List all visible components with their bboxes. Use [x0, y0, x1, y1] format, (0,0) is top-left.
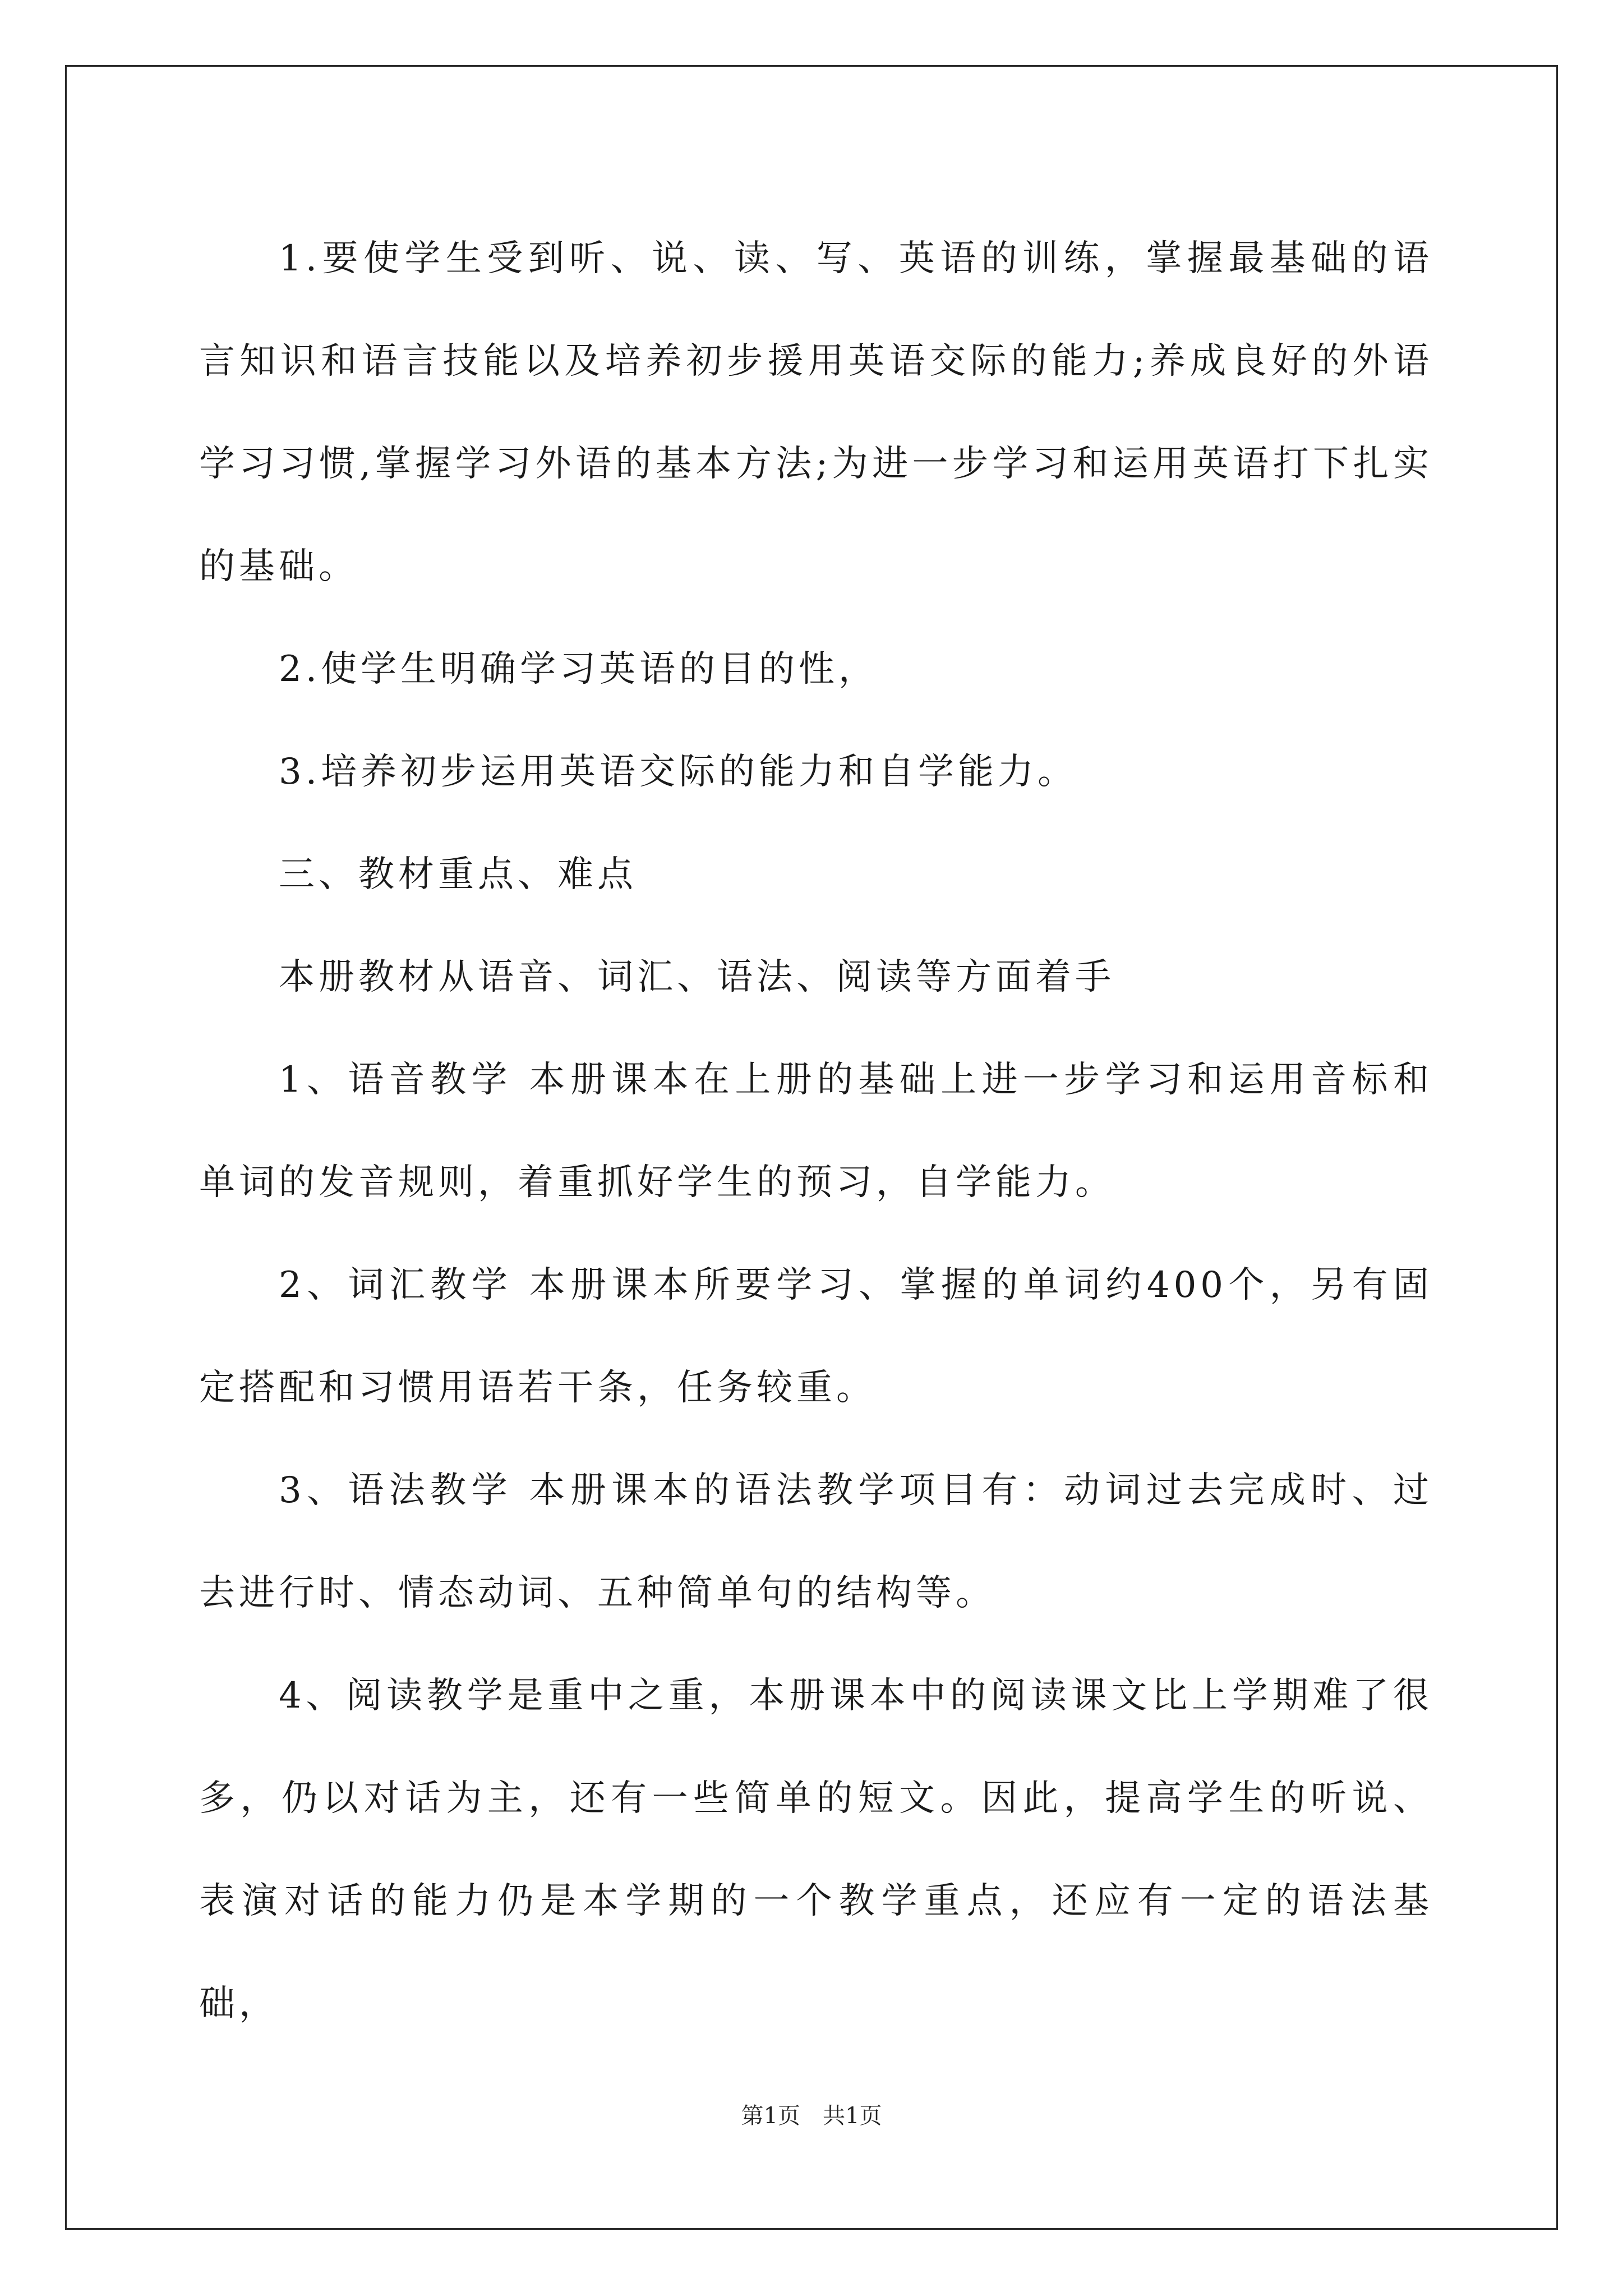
paragraph-objective-1: 1.要使学生受到听、说、读、写、英语的训练，掌握最基础的语言知识和语言技能以及培养初步援用英语交际的能力;养成良好的外语学习习惯,掌握学习外语的基本方法;为进一步学习和运用英语打下扎实的基础。 [199, 238, 1433, 587]
section-heading: 三、教材重点、难点 [279, 854, 637, 895]
paragraph-objective-2: 2.使学生明确学习英语的目的性， [279, 648, 879, 690]
paragraph-vocabulary: 2、词汇教学 本册课本所要学习、掌握的单词约400个，另有固定搭配和习惯用语若干条，任务较重。 [199, 1264, 1433, 1409]
paragraph-objective-3: 3.培养初步运用英语交际的能力和自学能力。 [279, 751, 1078, 793]
paragraph-intro: 本册教材从语音、词汇、语法、阅读等方面着手 [279, 956, 1115, 998]
document-body [199, 208, 1433, 2055]
paragraph-reading: 4、阅读教学是重中之重，本册课本中的阅读课文比上学期难了很多，仍以对话为主，还有一些简单的短文。因此，提高学生的听说、表演对话的能力仍是本学期的一个教学重点，还应有一定的语法基础， [199, 1675, 1433, 2024]
paragraph-grammar: 3、语法教学 本册课本的语法教学项目有：动词过去完成时、过去进行时、情态动词、五种简单句的结构等。 [199, 1470, 1433, 1614]
paragraph-phonetics: 1、语音教学 本册课本在上册的基础上进一步学习和运用音标和单词的发音规则，着重抓好学生的预习，自学能力。 [199, 1059, 1433, 1203]
page-footer: 第1页 共1页 [741, 2103, 882, 2129]
